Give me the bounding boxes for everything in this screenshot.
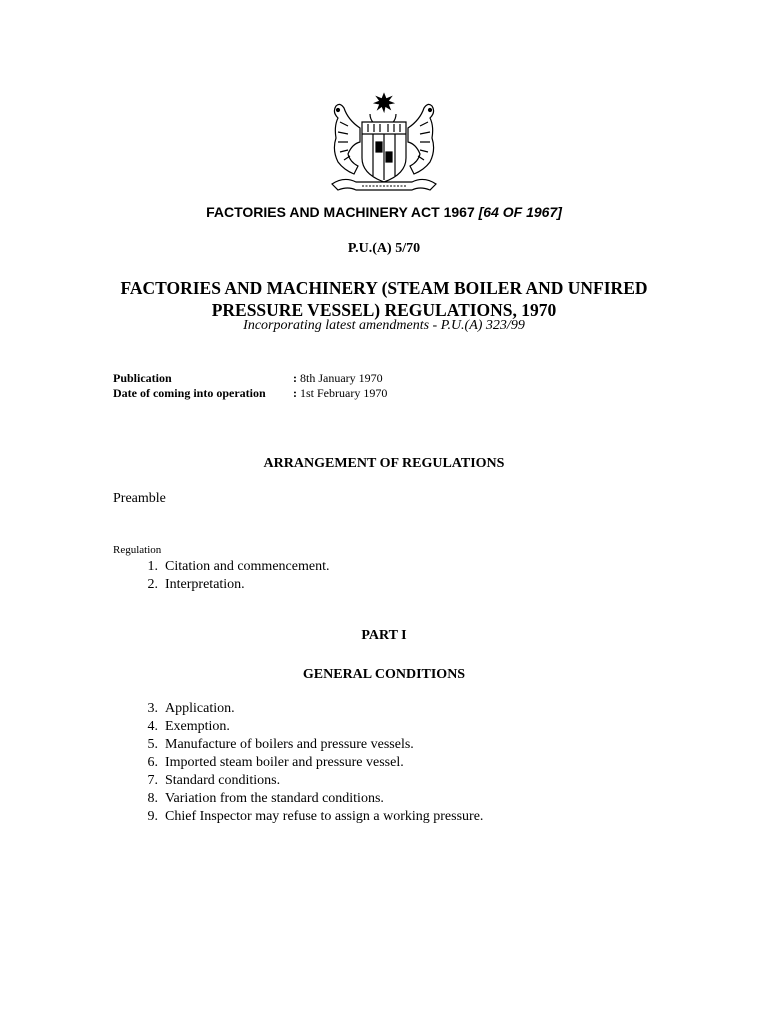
act-reference: [64 OF 1967] bbox=[478, 204, 562, 220]
regulation-text: Manufacture of boilers and pressure vessels. bbox=[165, 737, 414, 752]
regulation-number: 3. bbox=[147, 701, 158, 716]
regulation-title bbox=[0, 277, 768, 321]
publication-label: Publication bbox=[113, 371, 172, 385]
regulation-text: Citation and commencement. bbox=[165, 559, 330, 574]
regulation-number: 2. bbox=[147, 577, 158, 592]
regulation-number: 4. bbox=[147, 719, 158, 734]
part-subheading: GENERAL CONDITIONS bbox=[302, 667, 466, 682]
regulation-text: Chief Inspector may refuse to assign a working pressure. bbox=[165, 809, 484, 824]
regulation-number: 7. bbox=[147, 773, 158, 788]
preamble-link[interactable]: Preamble bbox=[113, 491, 166, 506]
act-title-line bbox=[0, 204, 768, 220]
pu-number: P.U.(A) 5/70 bbox=[347, 241, 421, 256]
operation-value-wrap: : 1st February 1970 bbox=[293, 386, 388, 400]
regulation-item[interactable] bbox=[113, 773, 280, 789]
regulation-text: Variation from the standard conditions. bbox=[165, 791, 384, 806]
operation-label: Date of coming into operation bbox=[113, 386, 266, 400]
regulation-item[interactable] bbox=[113, 791, 384, 807]
arrangement-heading: ARRANGEMENT OF REGULATIONS bbox=[263, 456, 505, 471]
regulation-item[interactable] bbox=[113, 559, 329, 575]
regulation-text: Imported steam boiler and pressure vessel. bbox=[165, 755, 404, 770]
regulation-number: 6. bbox=[147, 755, 158, 770]
act-title: FACTORIES AND MACHINERY ACT 1967 bbox=[206, 204, 475, 220]
regulation-title-line-1: FACTORIES AND MACHINERY (STEAM BOILER AND UNFIRED bbox=[120, 278, 648, 298]
regulation-item[interactable] bbox=[113, 701, 235, 717]
regulation-number: 1. bbox=[147, 559, 158, 574]
regulation-text: Application. bbox=[165, 701, 235, 716]
part-heading: PART I bbox=[361, 628, 407, 643]
regulation-number: 8. bbox=[147, 791, 158, 806]
operation-value: 1st February 1970 bbox=[300, 386, 388, 400]
coat-of-arms-emblem bbox=[318, 92, 450, 196]
regulation-title-line-2: PRESSURE VESSEL) REGULATIONS, 1970 bbox=[211, 300, 557, 320]
regulation-label: Regulation bbox=[113, 544, 162, 556]
regulation-item[interactable] bbox=[113, 755, 404, 771]
regulation-number: 9. bbox=[147, 809, 158, 824]
regulation-text: Exemption. bbox=[165, 719, 230, 734]
regulation-text: Standard conditions. bbox=[165, 773, 281, 788]
amendment-note: Incorporating latest amendments - P.U.(A) 323/99 bbox=[243, 318, 525, 333]
regulation-item[interactable] bbox=[113, 737, 414, 753]
regulation-item[interactable] bbox=[113, 577, 245, 593]
regulation-text: Interpretation. bbox=[165, 577, 245, 592]
publication-value-wrap: : 8th January 1970 bbox=[293, 371, 383, 385]
regulation-item[interactable] bbox=[113, 719, 230, 735]
regulation-number: 5. bbox=[147, 737, 158, 752]
regulation-item[interactable] bbox=[113, 809, 483, 825]
publication-value: 8th January 1970 bbox=[300, 371, 383, 385]
